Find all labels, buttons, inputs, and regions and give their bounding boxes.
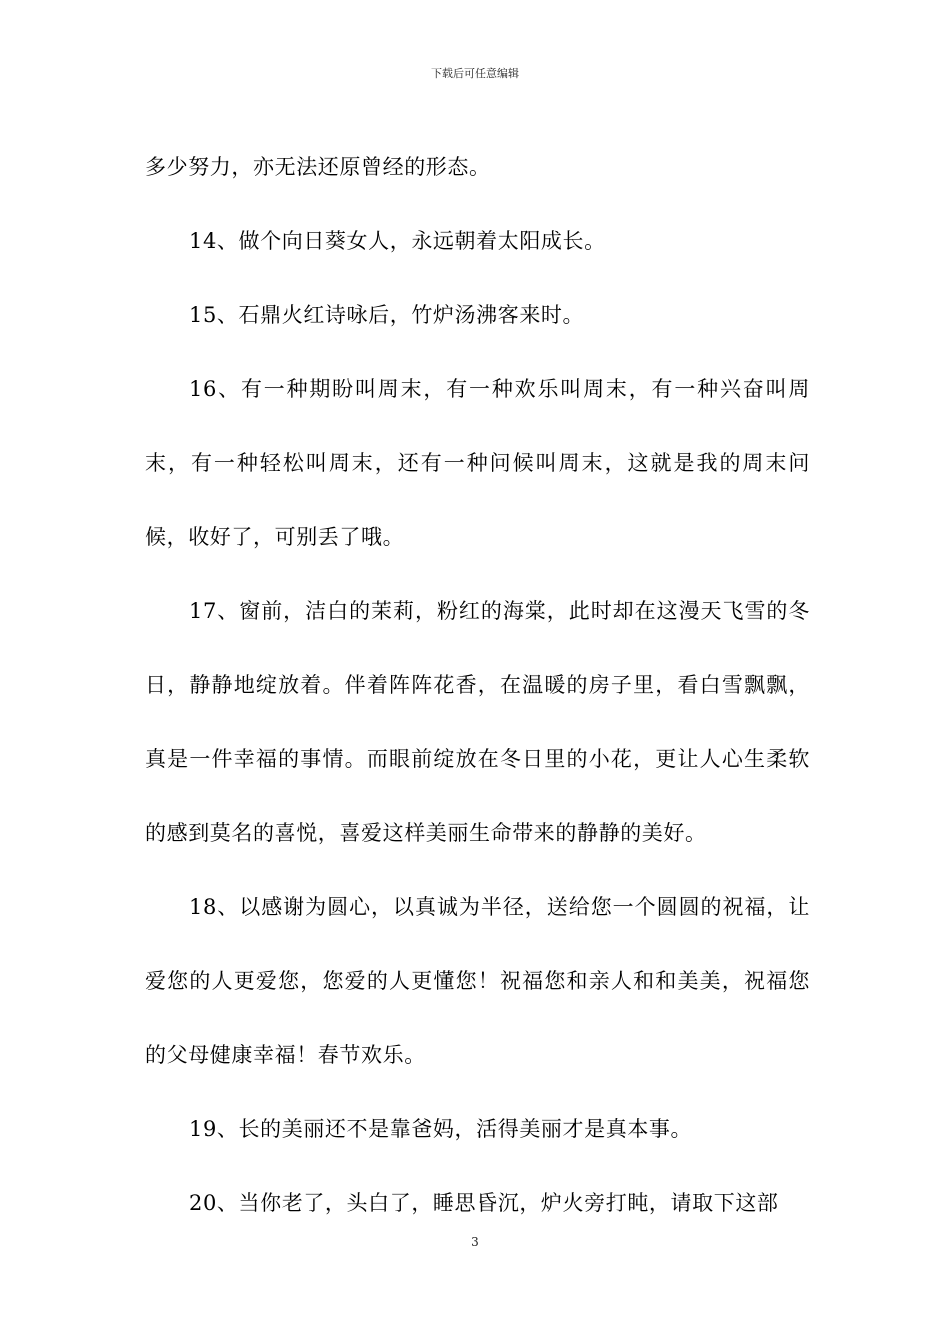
paragraph-continuation: 多少努力，亦无法还原曾经的形态。 [145, 155, 491, 179]
document-body [145, 130, 810, 1240]
page-header: 下载后可任意编辑 [431, 67, 519, 80]
page-number: 3 [471, 1235, 479, 1249]
paragraph-20: 20、当你老了，头白了，睡思昏沉，炉火旁打盹，请取下这部 [189, 1191, 779, 1215]
paragraph-19: 19、长的美丽还不是靠爸妈，活得美丽才是真本事。 [189, 1117, 693, 1141]
paragraph-15: 15、石鼎火红诗咏后，竹炉汤沸客来时。 [189, 303, 585, 327]
paragraph-14: 14、做个向日葵女人，永远朝着太阳成长。 [189, 229, 606, 253]
paragraph-16: 16、有一种期盼叫周末，有一种欢乐叫周末，有一种兴奋叫周末，有一种轻松叫周末，还有一种问候叫周末，这就是我的周末问候，收好了，可别丢了哦。 [145, 377, 810, 549]
paragraph-18: 18、以感谢为圆心，以真诚为半径，送给您一个圆圆的祝福，让爱您的人更爱您，您爱的人更懂您！祝福您和亲人和和美美，祝福您的父母健康幸福！春节欢乐。 [145, 895, 810, 1067]
paragraph-17: 17、窗前，洁白的茉莉，粉红的海棠，此时却在这漫天飞雪的冬日，静静地绽放着。伴着阵阵花香，在温暖的房子里，看白雪飘飘，真是一件幸福的事情。而眼前绽放在冬日里的小花，更让人心生柔软的感到莫名的喜悦，喜爱这样美丽生命带来的静静的美好。 [145, 599, 810, 845]
